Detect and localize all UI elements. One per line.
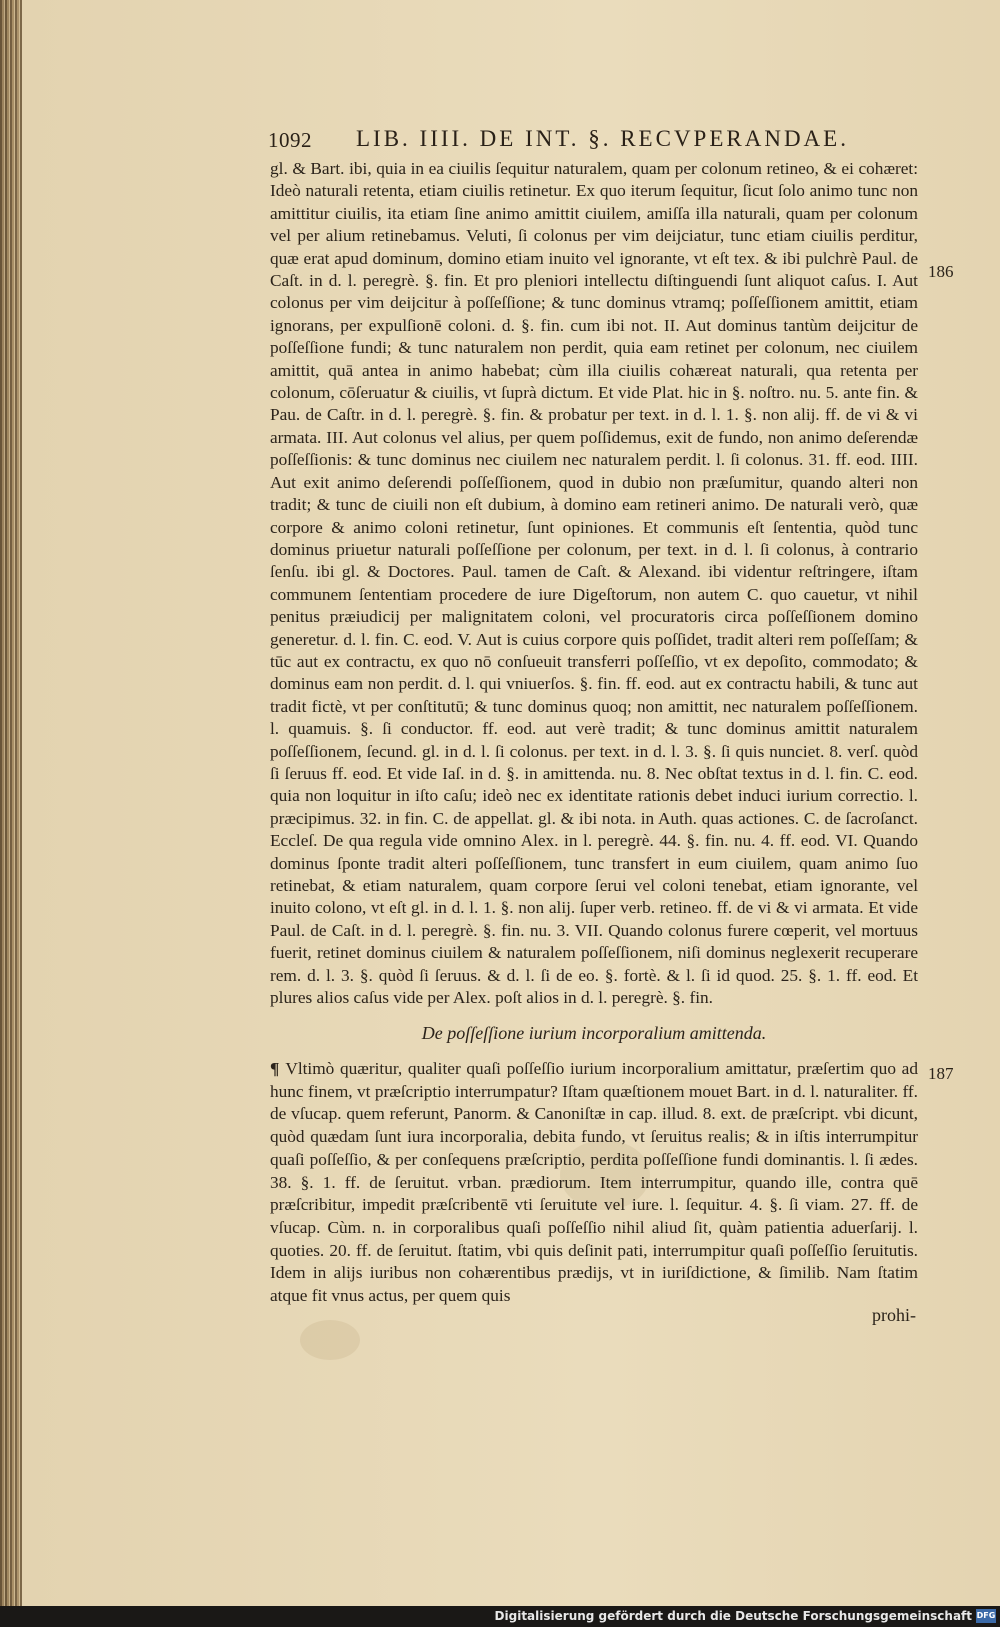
section-paragraph: [270, 1058, 918, 1308]
margin-number: 186: [928, 262, 954, 281]
footer-credit: Digitalisierung gefördert durch die Deutsche Forschungsgemeinschaft: [494, 1609, 972, 1623]
page-number: 1092: [268, 128, 312, 152]
section-paragraph-text: Vltimò quæritur, qualiter quaſi poſſeſſio iurium incorporalium amittatur, præſertim quo ad hunc finem, vt præſcriptio interrumpatur? Iſtam quæſtionem mouet Bart. in d. l. naturaliter. ff. de vſucap. quem referunt, Panorm. & Canoniſtæ in cap. illud. 8. ext. de præſcript. vbi dicunt, quòd quædam ſunt iura incorporalia, debita fundo, vt ſeruitus realis; & in iſtis interrumpitur quaſi poſſeſſio, & per conſequens præſcriptio, perdita poſſeſſione fundi dominantis. l. ſi ædes. 38. §. 1. ff. de ſeruitut. vrban. prædiorum. Item interrumpitur, quando ille, contra quē præſcribitur, impedit præſcribentē vti ſeruitute vel iure. l. ſequitur. 4. §. ſi viam. 27. ff. de vſucap. Cùm. n. in corporalibus quaſi poſſeſſio nihil aliud ſit, quàm patientia aduerſarij. l. quoties. 20. ff. de ſeruitut. ſtatim, vbi quis deſinit pati, interrumpitur quaſi poſſeſſio ſeruitutis. Idem in alijs iuribus non cohærentibus prædijs, vt in iuriſdictione, & ſimilib. Nam ſtatim atque fit vnus actus, per quem quis: [270, 1059, 918, 1306]
digitization-footer: [0, 1606, 1000, 1627]
body-paragraph: gl. & Bart. ibi, quia in ea ciuilis ſequitur naturalem, quam per colonum retineo, & ei cohæret: Ideò naturali retenta, etiam ciuilis retinetur. Ex quo iterum ſequitur, ſicut ſolo animo tunc non amittitur ciuilis, ita etiam ſine animo amittit ciuilem, amiſſa illa naturali, quam per colonum vel per alium retinebamus. Veluti, ſi colonus per vim deijciatur, tunc etiam ciuilis perditur, quæ erat apud dominum, domino etiam inuito vel ignorante, vt eſt tex. & ibi pulchrè Paul. de Caſt. in d. l. peregrè. §. fin. Et pro pleniori intellectu diſtinguendi ſunt aliquot caſus. I. Aut colonus per vim deijcitur à poſſeſſione; & tunc dominus vtramq; poſſeſſionem amittit, etiam ignorans, per expulſionē coloni. d. §. fin. cum ibi not. II. Aut dominus tantùm deijcitur de poſſeſſione fundi; & tunc naturalem non perdit, quia eam retinet per colonum, nec ciuilem amittit, quā antea in animo habebat; cùm illa ciuilis cohæreat naturali, qua retenta per colonum, cōſeruatur & ciuilis, vt ſuprà dictum. Et vide Plat. hic in §. noſtro. nu. 5. ante fin. & Pau. de Caſtr. in d. l. peregrè. §. fin. & probatur per text. in d. l. 1. §. non alij. ff. de vi & vi armata. III. Aut colonus vel alius, per quem poſſidemus, exit de fundo, non animo deſerendæ poſſeſſionis: & tunc dominus nec ciuilem nec naturalem perdit. l. ſi colonus. 31. ff. eod. IIII. Aut exit animo deſerendi poſſeſſionem, quod in dubio non præſumitur, quando alteri non tradit; & tunc de ciuili non eſt dubium, à domino eam retineri animo. De naturali verò, quæ corpore & animo coloni retinetur, ſunt opiniones. Et communis eſt ſententia, quòd tunc dominus priuetur naturali poſſeſſione per colonum, per text. in d. l. ſi colonus, à contrario ſenſu. ibi gl. & Doctores. Paul. tamen de Caſt. & Alexand. ibi videntur reſtringere, iſtam communem ſententiam procedere de iure Digeſtorum, non autem C. quo cauetur, vt nihil penitus præiudicij per malignitatem coloni, vel procuratoris circa poſſeſſionem domino generetur. d. l. fin. C. eod. V. Aut is cuius corpore quis poſſidet, tradit alteri rem poſſeſſam; & tūc aut ex contractu, ex quo nō conſueuit transferri poſſeſſio, vt ex depoſito, commodato; & dominus eam non perdit. d. l. qui vniuerſos. §. fin. ff. eod. aut ex contractu habili, & tunc aut tradit fictè, vt per conſtitutū; & tunc dominus quoq; non amittit, nec naturalem poſſeſſionem. l. quamuis. §. ſi conductor. ff. eod. aut verè tradit; & tunc dominus amittit naturalem poſſeſſionem, ſecund. gl. in d. l. ſi colonus. per text. in d. l. 3. §. ſi quis nunciet. 8. verſ. quòd ſi ſeruus ff. eod. Et vide Iaſ. in d. §. in amittenda. nu. 8. Nec obſtat textus in d. l. fin. C. eod. quia non loquitur in iſto caſu; ideò nec ex identitate rationis debet induci iurium correctio. l. præcipimus. 32. in fin. C. de appellat. gl. & ibi nota. in Auth. quas actiones. C. de ſacroſanct. Eccleſ. De qua regula vide omnino Alex. in l. peregrè. 44. §. fin. nu. 4. ff. eod. VI. Quando dominus ſponte tradit alteri poſſeſſionem, tunc transfert in eum ciuilem, quam animo ſuo retinebat, & etiam naturalem, quam corpore ſerui vel coloni tenebat, etiam ignorante, vel inuito colono, vt eſt gl. in d. l. 1. §. non alij. ſuper verb. retineo. ff. de vi & vi armata. Et vide Paul. de Caſt. in d. l. peregrè. §. fin. nu. 3. VII. Quando colonus furere cœperit, vel mortuus fuerit, retinet dominus ciuilem & naturalem poſſeſſionem, niſi dominus neglexerit recuperare rem. d. l. 3. §. quòd ſi ſeruus. & d. l. ſi de eo. §. fortè. & l. ſi id quod. 25. §. 1. ff. eod. Et plures alios caſus vide per Alex. poſt alios in d. l. peregrè. §. fin.: [270, 159, 918, 1008]
section-text-block: [270, 1058, 918, 1308]
paper-stain: [300, 1320, 360, 1360]
section-heading: De poſſeſſione iurium incorporalium amittenda.: [421, 1023, 767, 1043]
margin-number: 187: [928, 1064, 954, 1083]
dfg-logo: DFG: [976, 1609, 996, 1623]
page-edge-shading: [0, 0, 22, 1606]
catchword: prohi-: [872, 1305, 916, 1325]
pilcrow-mark: ¶: [270, 1059, 280, 1078]
main-text-block: [270, 158, 918, 1009]
running-title: LIB. IIII. DE INT. §. RECVPERANDAE.: [356, 126, 849, 151]
running-header: [268, 126, 868, 156]
